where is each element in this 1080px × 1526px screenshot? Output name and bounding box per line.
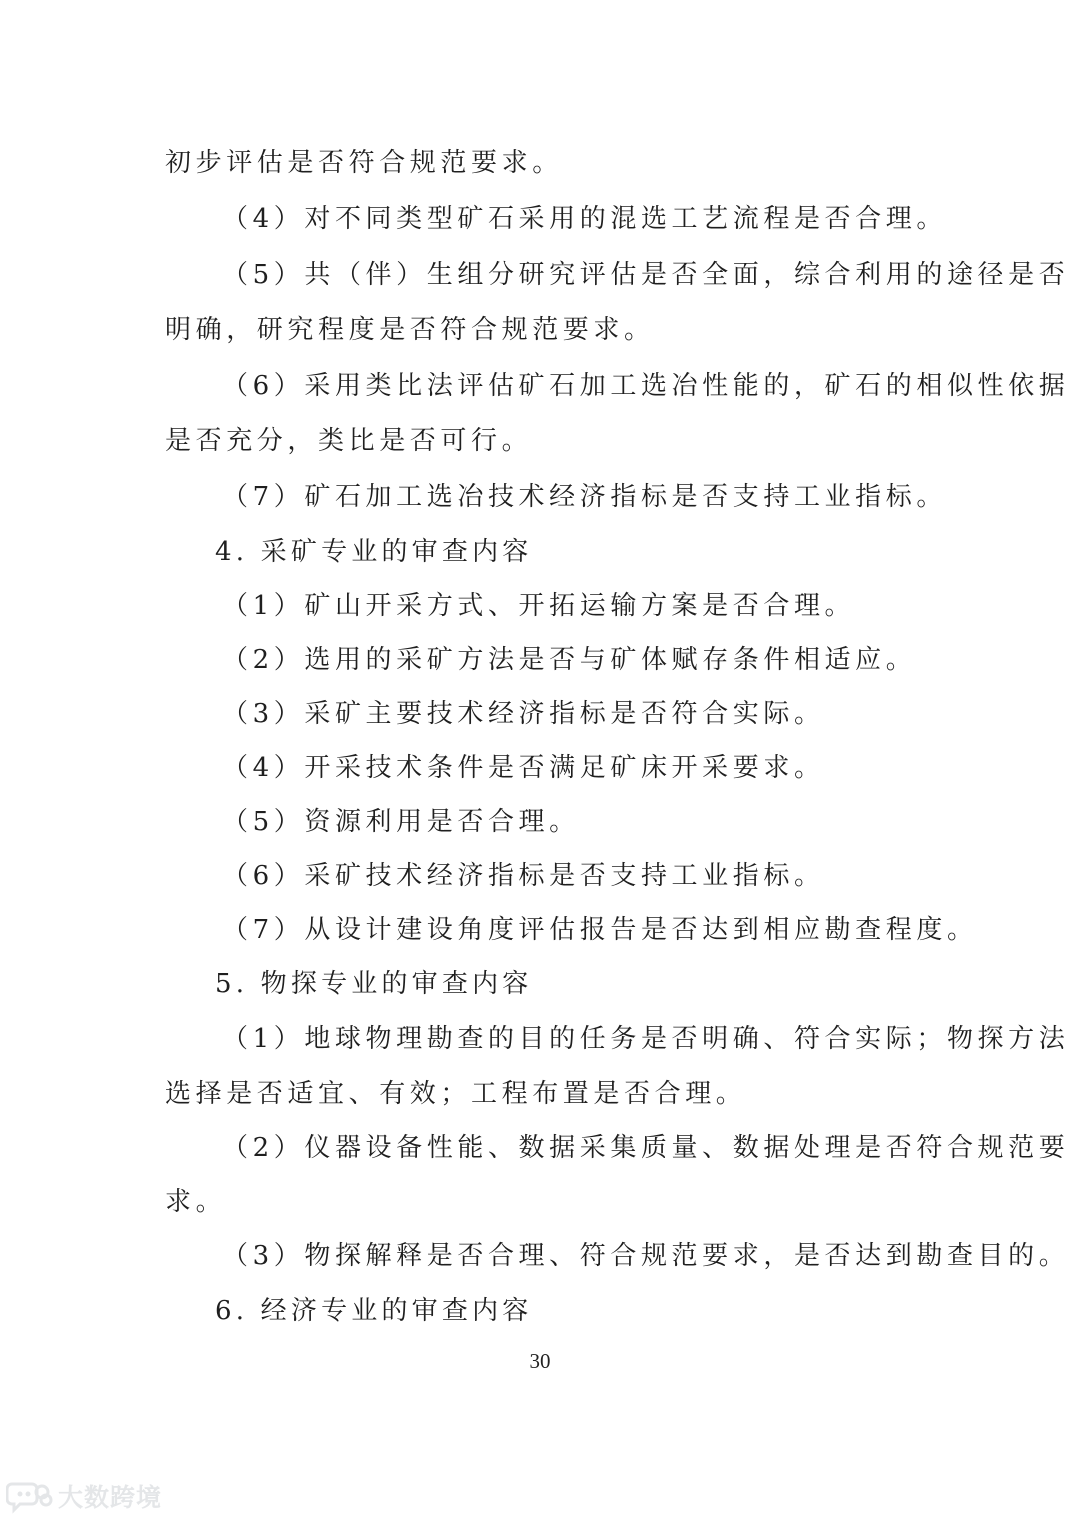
section-heading: 6. 经济专业的审查内容 (215, 1296, 533, 1326)
list-item: （5）共（伴）生组分研究评估是否全面，综合利用的途径是否 (222, 260, 1070, 290)
watermark-text: 大数跨境 (58, 1483, 163, 1512)
text-line: 选择是否适宜、有效；工程布置是否合理。 (165, 1079, 747, 1109)
chat-bubble-logo-icon (6, 1478, 54, 1514)
page-number: 30 (529, 1349, 551, 1373)
list-item: （1）矿山开采方式、开拓运输方案是否合理。 (222, 591, 856, 621)
list-item: （1）地球物理勘查的目的任务是否明确、符合实际；物探方法 (222, 1024, 1070, 1054)
list-item: （4）对不同类型矿石采用的混选工艺流程是否合理。 (222, 204, 947, 234)
list-item: （7）从设计建设角度评估报告是否达到相应勘查程度。 (222, 915, 978, 945)
list-item: （3）物探解释是否合理、符合规范要求，是否达到勘查目的。 (222, 1241, 1070, 1271)
text-line: 是否充分，类比是否可行。 (165, 426, 533, 456)
list-item: （7）矿石加工选冶技术经济指标是否支持工业指标。 (222, 482, 947, 512)
list-item: （3）采矿主要技术经济指标是否符合实际。 (222, 699, 825, 729)
list-item: （5）资源利用是否合理。 (222, 807, 580, 837)
list-item: （4）开采技术条件是否满足矿床开采要求。 (222, 753, 825, 783)
text-line: 初步评估是否符合规范要求。 (165, 148, 563, 178)
watermark (6, 1476, 162, 1516)
text-line: 求。 (165, 1187, 227, 1217)
list-item: （2）选用的采矿方法是否与矿体赋存条件相适应。 (222, 645, 917, 675)
section-heading: 4. 采矿专业的审查内容 (215, 537, 533, 567)
section-heading: 5. 物探专业的审查内容 (215, 969, 533, 999)
text-line: 明确，研究程度是否符合规范要求。 (165, 315, 655, 345)
list-item: （2）仪器设备性能、数据采集质量、数据处理是否符合规范要 (222, 1133, 1070, 1163)
list-item: （6）采矿技术经济指标是否支持工业指标。 (222, 861, 825, 891)
list-item: （6）采用类比法评估矿石加工选冶性能的，矿石的相似性依据 (222, 371, 1070, 401)
